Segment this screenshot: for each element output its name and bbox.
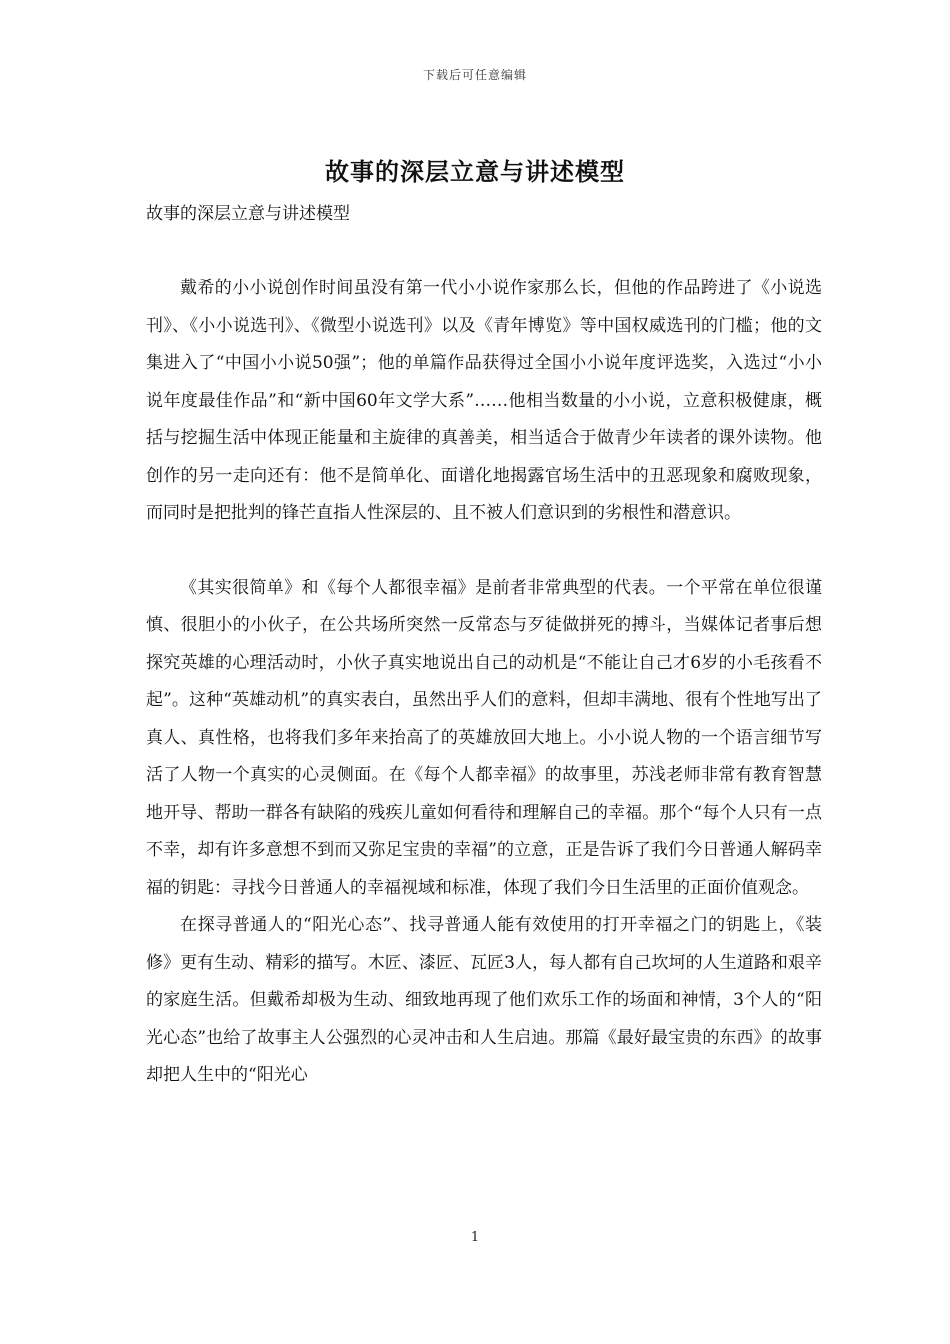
document-body [146, 270, 822, 1095]
document-subtitle: 故事的深层立意与讲述模型 [146, 204, 350, 224]
document-title: 故事的深层立意与讲述模型 [325, 157, 625, 186]
page-header: 下载后可任意编辑 [422, 68, 527, 82]
paragraph: 《其实很简单》和《每个人都很幸福》是前者非常典型的代表。一个平常在单位很谨慎、很胆小的小伙子，在公共场所突然一反常态与歹徒做拼死的搏斗，当媒体记者事后想探究英雄的心理活动时，小伙子真实地说出自己的动机是“不能让自己才6岁的小毛孩看不起”。这种“英雄动机”的真实表白，虽然出乎人们的意料，但却丰满地、很有个性地写出了真人、真性格，也将我们多年来抬高了的英雄放回大地上。小小说人物的一个语言细节写活了人物一个真实的心灵侧面。在《每个人都幸福》的故事里，苏浅老师非常有教育智慧地开导、帮助一群各有缺陷的残疾儿童如何看待和理解自己的幸福。那个“每个人只有一点不幸，却有许多意想不到而又弥足宝贵的幸福”的立意，正是告诉了我们今日普通人解码幸福的钥匙：寻找今日普通人的幸福视域和标准，体现了我们今日生活里的正面价值观念。 [146, 577, 822, 898]
paragraph: 在探寻普通人的“阳光心态”、找寻普通人能有效使用的打开幸福之门的钥匙上，《装修》更有生动、精彩的描写。木匠、漆匠、瓦匠3人，每人都有自己坎坷的人生道路和艰辛的家庭生活。但戴希却极为生动、细致地再现了他们欢乐工作的场面和神情，3个人的“阳光心态”也给了故事主人公强烈的心灵冲击和人生启迪。那篇《最好最宝贵的东西》的故事却把人生中的“阳光心 [146, 915, 822, 1085]
paragraph: 戴希的小小说创作时间虽没有第一代小小说作家那么长，但他的作品跨进了《小说选刊》、《小小说选刊》、《微型小说选刊》以及《青年博览》等中国权威选刊的门槛；他的文集进入了“中国小小说50强”；他的单篇作品获得过全国小小说年度评选奖，入选过“小小说年度最佳作品”和“新中国60年文学大系”……他相当数量的小小说，立意积极健康，概括与挖掘生活中体现正能量和主旋律的真善美，相当适合于做青少年读者的课外读物。他创作的另一走向还有：他不是简单化、面谱化地揭露官场生活中的丑恶现象和腐败现象，而同时是把批判的锋芒直指人性深层的、且不被人们意识到的劣根性和潜意识。 [146, 278, 822, 523]
page-number: 1 [470, 1230, 480, 1245]
